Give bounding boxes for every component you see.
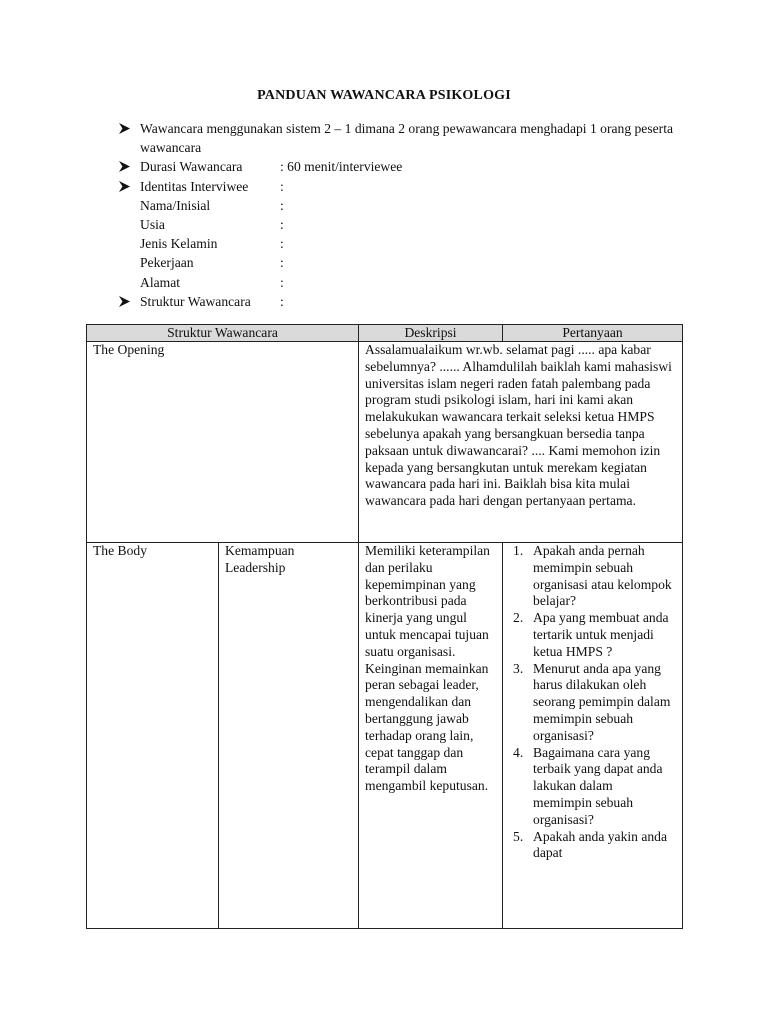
field-label: Usia: [140, 217, 165, 233]
header-pertanyaan: Pertanyaan: [503, 325, 683, 342]
interview-structure-table: [86, 324, 683, 929]
arrow-bullet-icon: [118, 122, 131, 135]
body-aspect: Kemampuan Leadership: [219, 543, 359, 929]
body-description: Memiliki keterampilan dan perilaku kepemimpinan yang berkontribusi pada kinerja yang ungul untuk mencapai tujuan suatu organisasi. Keinginan memainkan peran sebagai leader, mengendalikan dan bertanggung jawab terhadap orang lain, cepat tanggap dan terampil dalam mengambil keputusan.: [359, 543, 503, 929]
field-alamat: [118, 273, 698, 292]
field-label: Alamat: [140, 274, 181, 290]
table-header-row: [87, 325, 683, 342]
header-struktur: Struktur Wawancara: [87, 325, 359, 342]
colon: :: [280, 274, 284, 290]
field-label: Jenis Kelamin: [140, 236, 218, 252]
table-row-body: [87, 543, 683, 929]
arrow-bullet-icon: [118, 295, 131, 308]
document-title: PANDUAN WAWANCARA PSIKOLOGI: [257, 88, 511, 103]
colon: :: [280, 217, 284, 233]
list-item: 4. Bagaimana cara yang terbaik yang dapat anda lakukan dalam memimpin sebuah organisasi?: [513, 744, 663, 827]
body-questions-cell: [503, 543, 683, 929]
struktur-label: Struktur Wawancara: [140, 293, 251, 309]
list-item: 1. Apakah anda pernah memimpin sebuah organisasi atau kelompok belajar?: [513, 543, 672, 609]
colon: :: [280, 293, 284, 309]
intro-list: [118, 119, 698, 311]
intro-item-durasi: [118, 157, 698, 176]
intro-item-system: [118, 119, 698, 157]
colon: :: [280, 236, 284, 252]
field-nama: [118, 196, 698, 215]
field-label: Nama/Inisial: [140, 197, 211, 213]
list-item: 5. Apakah anda yakin anda dapat: [513, 828, 668, 861]
list-item: 3. Menurut anda apa yang harus dilakukan oleh seorang pemimpin dalam memimpin sebuah organisasi?: [513, 660, 671, 743]
intro-system-text: Wawancara menggunakan sistem 2 – 1 dimana 2 orang pewawancara menghadapi 1 orang peserta wawancara: [140, 121, 674, 156]
intro-item-identitas: [118, 177, 698, 196]
header-deskripsi: Deskripsi: [359, 325, 503, 342]
arrow-bullet-icon: [118, 160, 131, 173]
opening-label: The Opening: [87, 342, 359, 543]
identitas-label: Identitas Interviwee: [140, 178, 249, 194]
field-label: Pekerjaan: [140, 255, 194, 271]
durasi-value: : 60 menit/interviewee: [280, 159, 403, 175]
question-list: [509, 543, 674, 862]
field-jenis-kelamin: [118, 234, 698, 253]
list-item: 2. Apa yang membuat anda tertarik untuk menjadi ketua HMPS ?: [513, 610, 669, 659]
arrow-bullet-icon: [118, 180, 131, 193]
opening-text: Assalamualaikum wr.wb. selamat pagi ..... apa kabar sebelumnya? ...... Alhamdulilah baiklah kami mahasiswi universitas islam negeri raden fatah palembang pada program studi psikologi islam, hari ini kami akan melakukukan wawancara terkait seleksi ketua HMPS sebelunya apakah yang bersangkuan bersedia tanpa paksaan untuk diwawancarai? .... Kami memohon izin kepada yang bersangkutan untuk merekam kegiatan wawancara pada hari ini. Baiklah bisa kita mulai wawancara pada hari dengan pertanyaan pertama.: [359, 342, 683, 543]
body-label: The Body: [87, 543, 219, 929]
colon: :: [280, 255, 284, 271]
colon: :: [280, 178, 284, 194]
durasi-label: Durasi Wawancara: [140, 159, 243, 175]
table-row-opening: [87, 342, 683, 543]
field-pekerjaan: [118, 253, 698, 272]
field-usia: [118, 215, 698, 234]
colon: :: [280, 197, 284, 213]
intro-item-struktur: [118, 292, 698, 311]
